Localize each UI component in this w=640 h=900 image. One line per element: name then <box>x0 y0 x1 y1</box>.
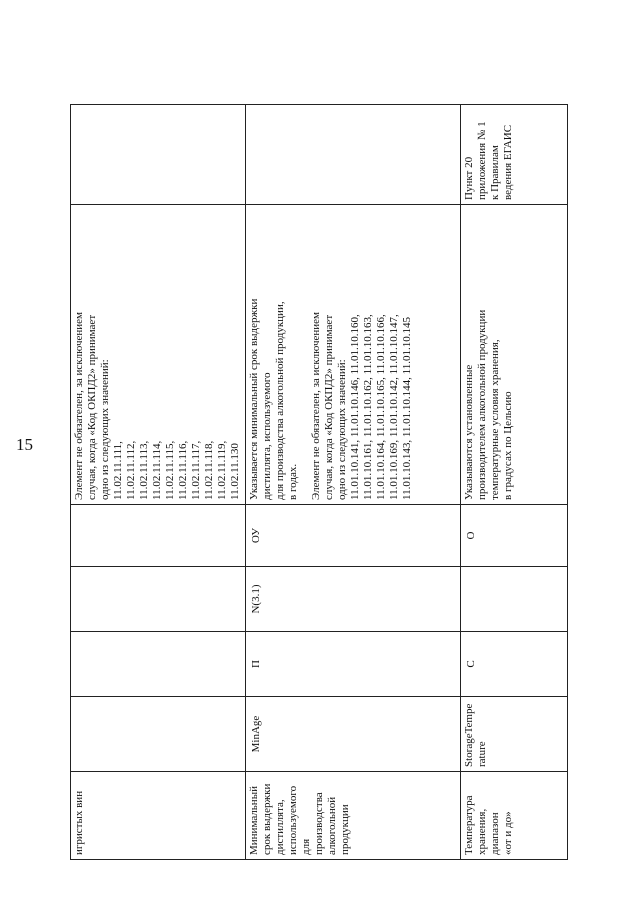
cell-type <box>71 632 246 697</box>
cell-required <box>71 505 246 567</box>
cell-format <box>461 567 568 632</box>
text-line: 11.02.11.114, <box>150 440 163 500</box>
text-line: 11.01.10.143, 11.01.10.144, 11.01.10.145 <box>400 316 413 500</box>
page-number: 15 <box>16 435 33 454</box>
text-line: ведения ЕГАИС <box>501 124 514 200</box>
text-line: 11.01.10.164, 11.01.10.165, 11.01.10.166, <box>374 314 387 500</box>
rotated-table-area <box>70 105 640 860</box>
text-line: одно из следующих значений: <box>98 359 111 500</box>
table-row <box>461 105 568 860</box>
cell-reference <box>246 105 461 205</box>
text-line: 11.02.11.130 <box>228 443 241 500</box>
text-line: StorageTempe <box>463 703 475 767</box>
cell-description <box>71 205 246 505</box>
text-line: срок выдержки <box>260 783 273 855</box>
cell-name <box>461 772 568 860</box>
cell-type: П <box>246 632 461 697</box>
text-line: Минимальный <box>248 786 260 855</box>
text-line: алкогольной <box>325 796 338 855</box>
text-line: 11.01.10.141, 11.01.10.146, 11.01.10.160, <box>348 314 361 500</box>
text-line: случая, когда «Код ОКПД2» принимает <box>85 314 98 500</box>
text-line: производителем алкогольной продукции <box>475 309 488 500</box>
text-line: дистиллята, используемого <box>260 372 273 500</box>
cell-format <box>71 567 246 632</box>
text-line: 11.02.11.117, <box>189 440 202 500</box>
text-line: случая, когда «Код ОКПД2» принимает <box>322 314 335 500</box>
text-line: «от и до» <box>501 811 514 855</box>
text-line: 11.02.11.112, <box>124 440 137 500</box>
cell-required: О <box>461 505 568 567</box>
text-line: 11.02.11.116, <box>176 440 189 500</box>
text-line: в градусах по Цельсию <box>501 391 514 500</box>
cell-description <box>461 205 568 505</box>
text-line: 11.02.11.113, <box>137 440 150 500</box>
cell-code: MinAge <box>246 697 461 772</box>
text-line: Температура <box>463 795 475 855</box>
text-line: хранения, <box>475 808 488 855</box>
text-line: Указываются установленные <box>463 364 475 500</box>
text-line: используемого <box>286 785 299 855</box>
text-line: 11.02.11.115, <box>163 440 176 500</box>
text-line: 11.02.11.118, <box>202 440 215 500</box>
text-line: 11.01.10.169, 11.01.10.142, 11.01.10.147, <box>387 314 400 500</box>
text-line: Пункт 20 <box>463 156 475 200</box>
text-line: для производства <box>299 792 325 855</box>
text-line: для производства алкогольной продукции, <box>273 301 286 500</box>
text-line: дистиллята, <box>273 799 286 855</box>
text-line: 11.02.11.119, <box>215 440 228 500</box>
text-line: в годах. <box>286 463 299 500</box>
text-line: Указывается минимальный срок выдержки <box>248 298 260 500</box>
cell-code <box>71 697 246 772</box>
text-line: к Правилам <box>488 145 501 200</box>
text-line: приложения № 1 <box>475 121 488 200</box>
text-line: продукции <box>338 804 351 855</box>
text-line: 11.01.10.161, 11.01.10.162, 11.01.10.163, <box>361 314 374 500</box>
text-line: Элемент не обязателен, за исключением <box>73 312 85 500</box>
cell-format: N(3.1) <box>246 567 461 632</box>
table-row <box>71 105 246 860</box>
text-line: rature <box>475 741 488 767</box>
text-line: Элемент не обязателен, за исключением <box>309 312 322 500</box>
cell-name <box>246 772 461 860</box>
cell-reference <box>461 105 568 205</box>
text-line: одно из следующих значений: <box>335 359 348 500</box>
text-line: 11.02.11.111, <box>111 441 124 500</box>
text-line: диапазон <box>488 812 501 855</box>
text-line: температурные условия хранения, <box>488 339 501 500</box>
cell-required: ОУ <box>246 505 461 567</box>
cell-description <box>246 205 461 505</box>
element-table <box>70 104 568 860</box>
table-row <box>246 105 461 860</box>
cell-type: С <box>461 632 568 697</box>
cell-reference <box>71 105 246 205</box>
cell-name: игристых вин <box>71 772 246 860</box>
cell-code <box>461 697 568 772</box>
